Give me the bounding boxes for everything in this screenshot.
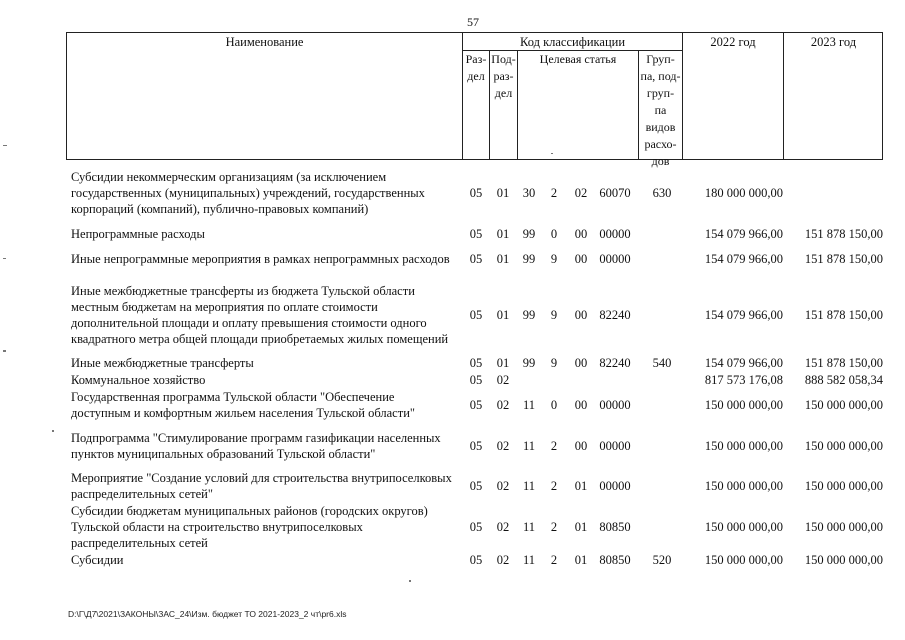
cell-main-event: 01 [574, 479, 588, 493]
cell-program: 99 [522, 252, 536, 266]
cell-subprogram: 9 [550, 356, 558, 370]
cell-subprogram: 9 [550, 252, 558, 266]
cell-razdel: 05 [469, 479, 483, 493]
cell-subprogram: 2 [550, 186, 558, 200]
cell-amount-2023: 150 000 000,00 [804, 439, 883, 453]
cell-direction: 00000 [599, 479, 631, 493]
cell-razdel: 05 [469, 398, 483, 412]
cell-amount-2023: 150 000 000,00 [804, 553, 883, 567]
cell-program: 11 [522, 553, 536, 567]
scan-mark [3, 145, 7, 146]
cell-expense-type: 540 [652, 356, 672, 370]
cell-podrazdel: 01 [496, 356, 510, 370]
cell-amount-2023: 150 000 000,00 [804, 479, 883, 493]
cell-program: 30 [522, 186, 536, 200]
cell-amount-2022: 817 573 176,08 [704, 373, 783, 387]
cell-amount-2022: 154 079 966,00 [704, 356, 783, 370]
cell-podrazdel: 02 [496, 439, 510, 453]
cell-razdel: 05 [469, 308, 483, 322]
row-name: Иные непрограммные мероприятия в рамках непрограммных расходов [71, 252, 450, 266]
cell-amount-2023: 888 582 058,34 [804, 373, 883, 387]
cell-razdel: 05 [469, 439, 483, 453]
cell-main-event: 02 [574, 186, 588, 200]
cell-amount-2023: 150 000 000,00 [804, 520, 883, 534]
cell-program: 11 [522, 479, 536, 493]
cell-expense-type: 520 [652, 553, 672, 567]
cell-direction: 00000 [599, 227, 631, 241]
cell-amount-2023: 151 878 150,00 [804, 356, 883, 370]
header-code-group: Код классификации [519, 35, 626, 49]
cell-amount-2022: 150 000 000,00 [704, 553, 783, 567]
cell-amount-2022: 150 000 000,00 [704, 398, 783, 412]
cell-direction: 82240 [599, 308, 631, 322]
cell-podrazdel: 01 [496, 227, 510, 241]
cell-subprogram: 9 [550, 308, 558, 322]
cell-amount-2023: 151 878 150,00 [804, 227, 883, 241]
cell-amount-2023: 151 878 150,00 [804, 252, 883, 266]
cell-subprogram: 2 [550, 439, 558, 453]
cell-amount-2022: 154 079 966,00 [704, 227, 783, 241]
cell-direction: 82240 [599, 356, 631, 370]
header-name: Наименование [225, 35, 304, 49]
cell-podrazdel: 01 [496, 186, 510, 200]
footer-file-path: D:\Г\Д7\2021\ЗАКОНЫ\ЗАС_24\Изм. бюджет ТО 2021-2023_2 чт\pr6.xls [68, 609, 347, 619]
row-name: Иные межбюджетные трансферты [71, 356, 254, 370]
cell-razdel: 05 [469, 252, 483, 266]
cell-main-event: 01 [574, 520, 588, 534]
row-name: Иные межбюджетные трансферты из бюджета Тульской области местным бюджетам на мероприятия по оплате стоимости дополнительной площади и оплату превышения стоимости одного квадратного метра общей площади приобретаемых жилых помещений [71, 284, 449, 346]
cell-program: 99 [522, 227, 536, 241]
cell-direction: 00000 [599, 398, 631, 412]
cell-direction: 60070 [599, 186, 631, 200]
header-podrazdel: Под- раз- дел [491, 52, 516, 100]
header-year-2023: 2023 год [810, 35, 857, 49]
cell-subprogram: 2 [550, 479, 558, 493]
cell-razdel: 05 [469, 553, 483, 567]
scan-mark [3, 258, 6, 259]
cell-podrazdel: 01 [496, 308, 510, 322]
row-name: Непрограммные расходы [71, 227, 205, 241]
cell-amount-2022: 150 000 000,00 [704, 520, 783, 534]
scan-mark [52, 430, 54, 432]
page-number: 57 [467, 15, 479, 29]
cell-main-event: 00 [574, 252, 588, 266]
cell-podrazdel: 02 [496, 373, 510, 387]
cell-amount-2023: 151 878 150,00 [804, 308, 883, 322]
scan-mark [409, 580, 411, 582]
cell-razdel: 05 [469, 520, 483, 534]
cell-subprogram: 0 [550, 227, 558, 241]
scan-mark [551, 153, 553, 154]
cell-main-event: 00 [574, 439, 588, 453]
cell-razdel: 05 [469, 356, 483, 370]
row-name: Субсидии некоммерческим организациям (за исключением государственных (муниципальных) учреждений, государственных корпораций (компаний), публично-правовых компаний) [71, 170, 425, 216]
cell-podrazdel: 02 [496, 479, 510, 493]
cell-program: 11 [522, 398, 536, 412]
cell-amount-2022: 150 000 000,00 [704, 439, 783, 453]
cell-subprogram: 2 [550, 553, 558, 567]
header-vid: Груп- па, под- груп- па видов расхо- дов [640, 52, 681, 168]
cell-program: 99 [522, 356, 536, 370]
cell-main-event: 00 [574, 398, 588, 412]
cell-podrazdel: 02 [496, 520, 510, 534]
cell-amount-2023: 150 000 000,00 [804, 398, 883, 412]
row-name: Субсидии бюджетам муниципальных районов (городских округов) Тульской области на строительство внутрипоселковых распределительных сетей [71, 504, 428, 550]
cell-subprogram: 2 [550, 520, 558, 534]
cell-razdel: 05 [469, 373, 483, 387]
cell-podrazdel: 02 [496, 553, 510, 567]
row-name: Мероприятие "Создание условий для строительства внутрипоселковых распределительных сетей" [71, 471, 452, 501]
header-target-article: Целевая статья [539, 52, 617, 66]
cell-direction: 80850 [599, 520, 631, 534]
cell-main-event: 00 [574, 227, 588, 241]
cell-subprogram: 0 [550, 398, 558, 412]
cell-amount-2022: 180 000 000,00 [704, 186, 783, 200]
cell-podrazdel: 01 [496, 252, 510, 266]
row-name: Государственная программа Тульской области "Обеспечение доступным и комфортным жильем населения Тульской области" [71, 390, 415, 420]
row-name: Подпрограмма "Стимулирование программ газификации населенных пунктов муниципальных образований Тульской области" [71, 431, 441, 461]
cell-direction: 00000 [599, 252, 631, 266]
cell-direction: 80850 [599, 553, 631, 567]
row-name: Коммунальное хозяйство [71, 373, 206, 387]
header-year-2022: 2022 год [710, 35, 756, 49]
cell-expense-type: 630 [652, 186, 672, 200]
cell-direction: 00000 [599, 439, 631, 453]
cell-program: 11 [522, 520, 536, 534]
cell-main-event: 01 [574, 553, 588, 567]
cell-razdel: 05 [469, 227, 483, 241]
cell-program: 99 [522, 308, 536, 322]
cell-podrazdel: 02 [496, 398, 510, 412]
header-razdel: Раз- дел [465, 52, 487, 83]
cell-main-event: 00 [574, 308, 588, 322]
table-header [66, 32, 883, 168]
cell-amount-2022: 150 000 000,00 [704, 479, 783, 493]
scan-mark [3, 350, 6, 352]
row-name: Субсидии [71, 553, 124, 567]
cell-program: 11 [522, 439, 536, 453]
cell-amount-2022: 154 079 966,00 [704, 252, 783, 266]
cell-main-event: 00 [574, 356, 588, 370]
cell-razdel: 05 [469, 186, 483, 200]
cell-amount-2022: 154 079 966,00 [704, 308, 783, 322]
